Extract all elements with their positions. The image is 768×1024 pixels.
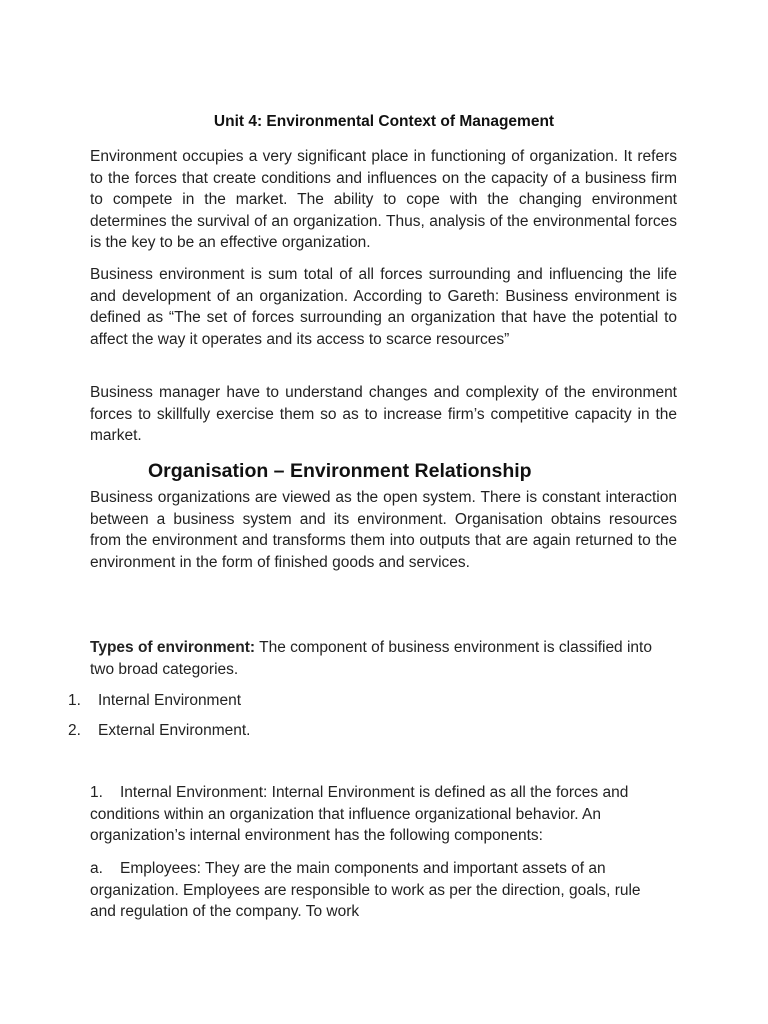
paragraph-business-manager: Business manager have to understand changes and complexity of the environment forces to skillfully exercise them so as to increase firm’s competitive capacity in the market.: [90, 384, 677, 445]
list-item: [68, 720, 251, 741]
types-label: Types of environment:: [90, 639, 256, 656]
list-number: 1.: [68, 692, 81, 709]
internal-text: Internal Environment: Internal Environment is defined as all the forces and conditions within an organization that influence organizational behavior. An organization’s internal environment has the following components:: [90, 784, 629, 845]
types-text: The component of business environment is classified into two broad categories.: [90, 639, 652, 678]
page-title: Unit 4: Environmental Context of Management: [213, 113, 555, 130]
list-number: 2.: [68, 722, 81, 739]
list-text: Internal Environment: [98, 692, 242, 709]
paragraph-open-system: Business organizations are viewed as the open system. There is constant interaction between a business system and its environment. Organisation obtains resources from the environment and transforms them into outputs that are again returned to the environment in the form of finished goods and services.: [90, 489, 677, 571]
employees-letter: a.: [90, 860, 103, 877]
section-heading: Organisation – Environment Relationship: [148, 460, 532, 482]
paragraph-types: [90, 637, 677, 680]
employees-text: Employees: They are the main components and important assets of an organization. Employees are responsible to work as per the direction, goals, rule and regulation of the company. To work: [90, 860, 641, 921]
list-text: External Environment.: [98, 722, 251, 739]
paragraph-internal-environment: [90, 782, 680, 847]
internal-number: 1.: [90, 784, 103, 801]
list-item: [68, 690, 241, 711]
paragraph-environment-intro: Environment occupies a very significant place in functioning of organization. It refers to the forces that create conditions and influences on the capacity of a business firm to compete in the market. The ability to cope with the changing environment determines the survival of an organization. Thus, analysis of the environmental forces is the key to be an effective organization.: [90, 148, 677, 252]
paragraph-business-environment: Business environment is sum total of all forces surrounding and influencing the life and development of an organization. According to Gareth: Business environment is defined as “The set of forces surrounding an organization that have the potential to affect the way it operates and its access to scarce resources”: [90, 266, 677, 348]
paragraph-employees: [90, 858, 670, 923]
